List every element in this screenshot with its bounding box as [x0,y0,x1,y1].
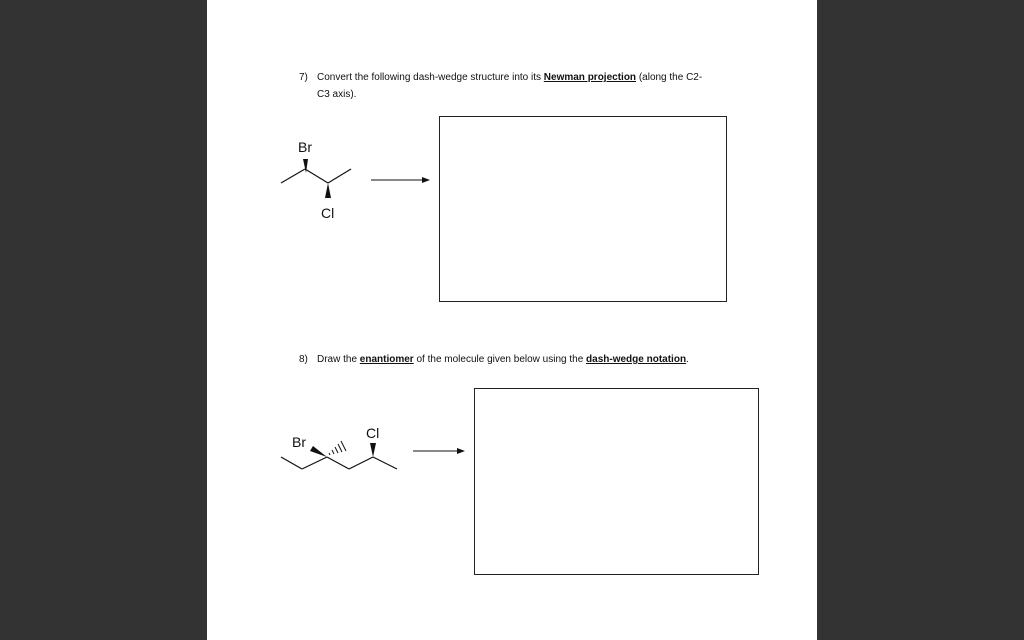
keyword-dash-wedge-notation: dash-wedge notation [586,354,687,365]
text-segment: (along the C2- [636,72,703,83]
question-number: 8) [299,354,308,365]
keyword-enantiomer: enantiomer [359,354,414,365]
answer-box-q8[interactable] [474,388,759,575]
question-7 [299,69,759,105]
document-page [207,0,817,640]
arrow-head [457,448,465,454]
atom-label-br: Br [292,434,306,450]
answer-box-q7[interactable] [439,116,727,302]
text-segment: Draw the [317,354,360,365]
hashed-bond [329,441,346,455]
wedge-bond [310,446,327,457]
bond-line [327,457,349,469]
question-number: 7) [299,72,308,83]
bond-line [373,457,397,469]
text-segment: Convert the following dash-wedge structure into its [317,72,544,83]
molecule-q8 [277,420,467,490]
molecule-q7 [267,130,437,230]
keyword-newman-projection: Newman projection [543,72,637,83]
bond-line [349,457,373,469]
question-line-1 [317,69,702,86]
atom-label-br: Br [298,139,312,155]
atom-label-cl: Cl [366,425,380,441]
atom-label-cl: Cl [321,205,335,221]
question-8 [299,351,779,369]
text-segment: . [686,354,689,365]
bond-line [302,457,327,469]
question-text [317,69,702,103]
wedge-bond [370,443,376,457]
bond-line [328,169,351,183]
bond-line [281,457,302,469]
arrow-head [422,177,430,183]
bond-line [281,169,305,183]
question-text [317,351,689,368]
question-line-2: C3 axis). [317,89,357,100]
text-segment: of the molecule given below using the [413,354,587,365]
bond-line [305,169,328,183]
wedge-bond [325,183,331,198]
